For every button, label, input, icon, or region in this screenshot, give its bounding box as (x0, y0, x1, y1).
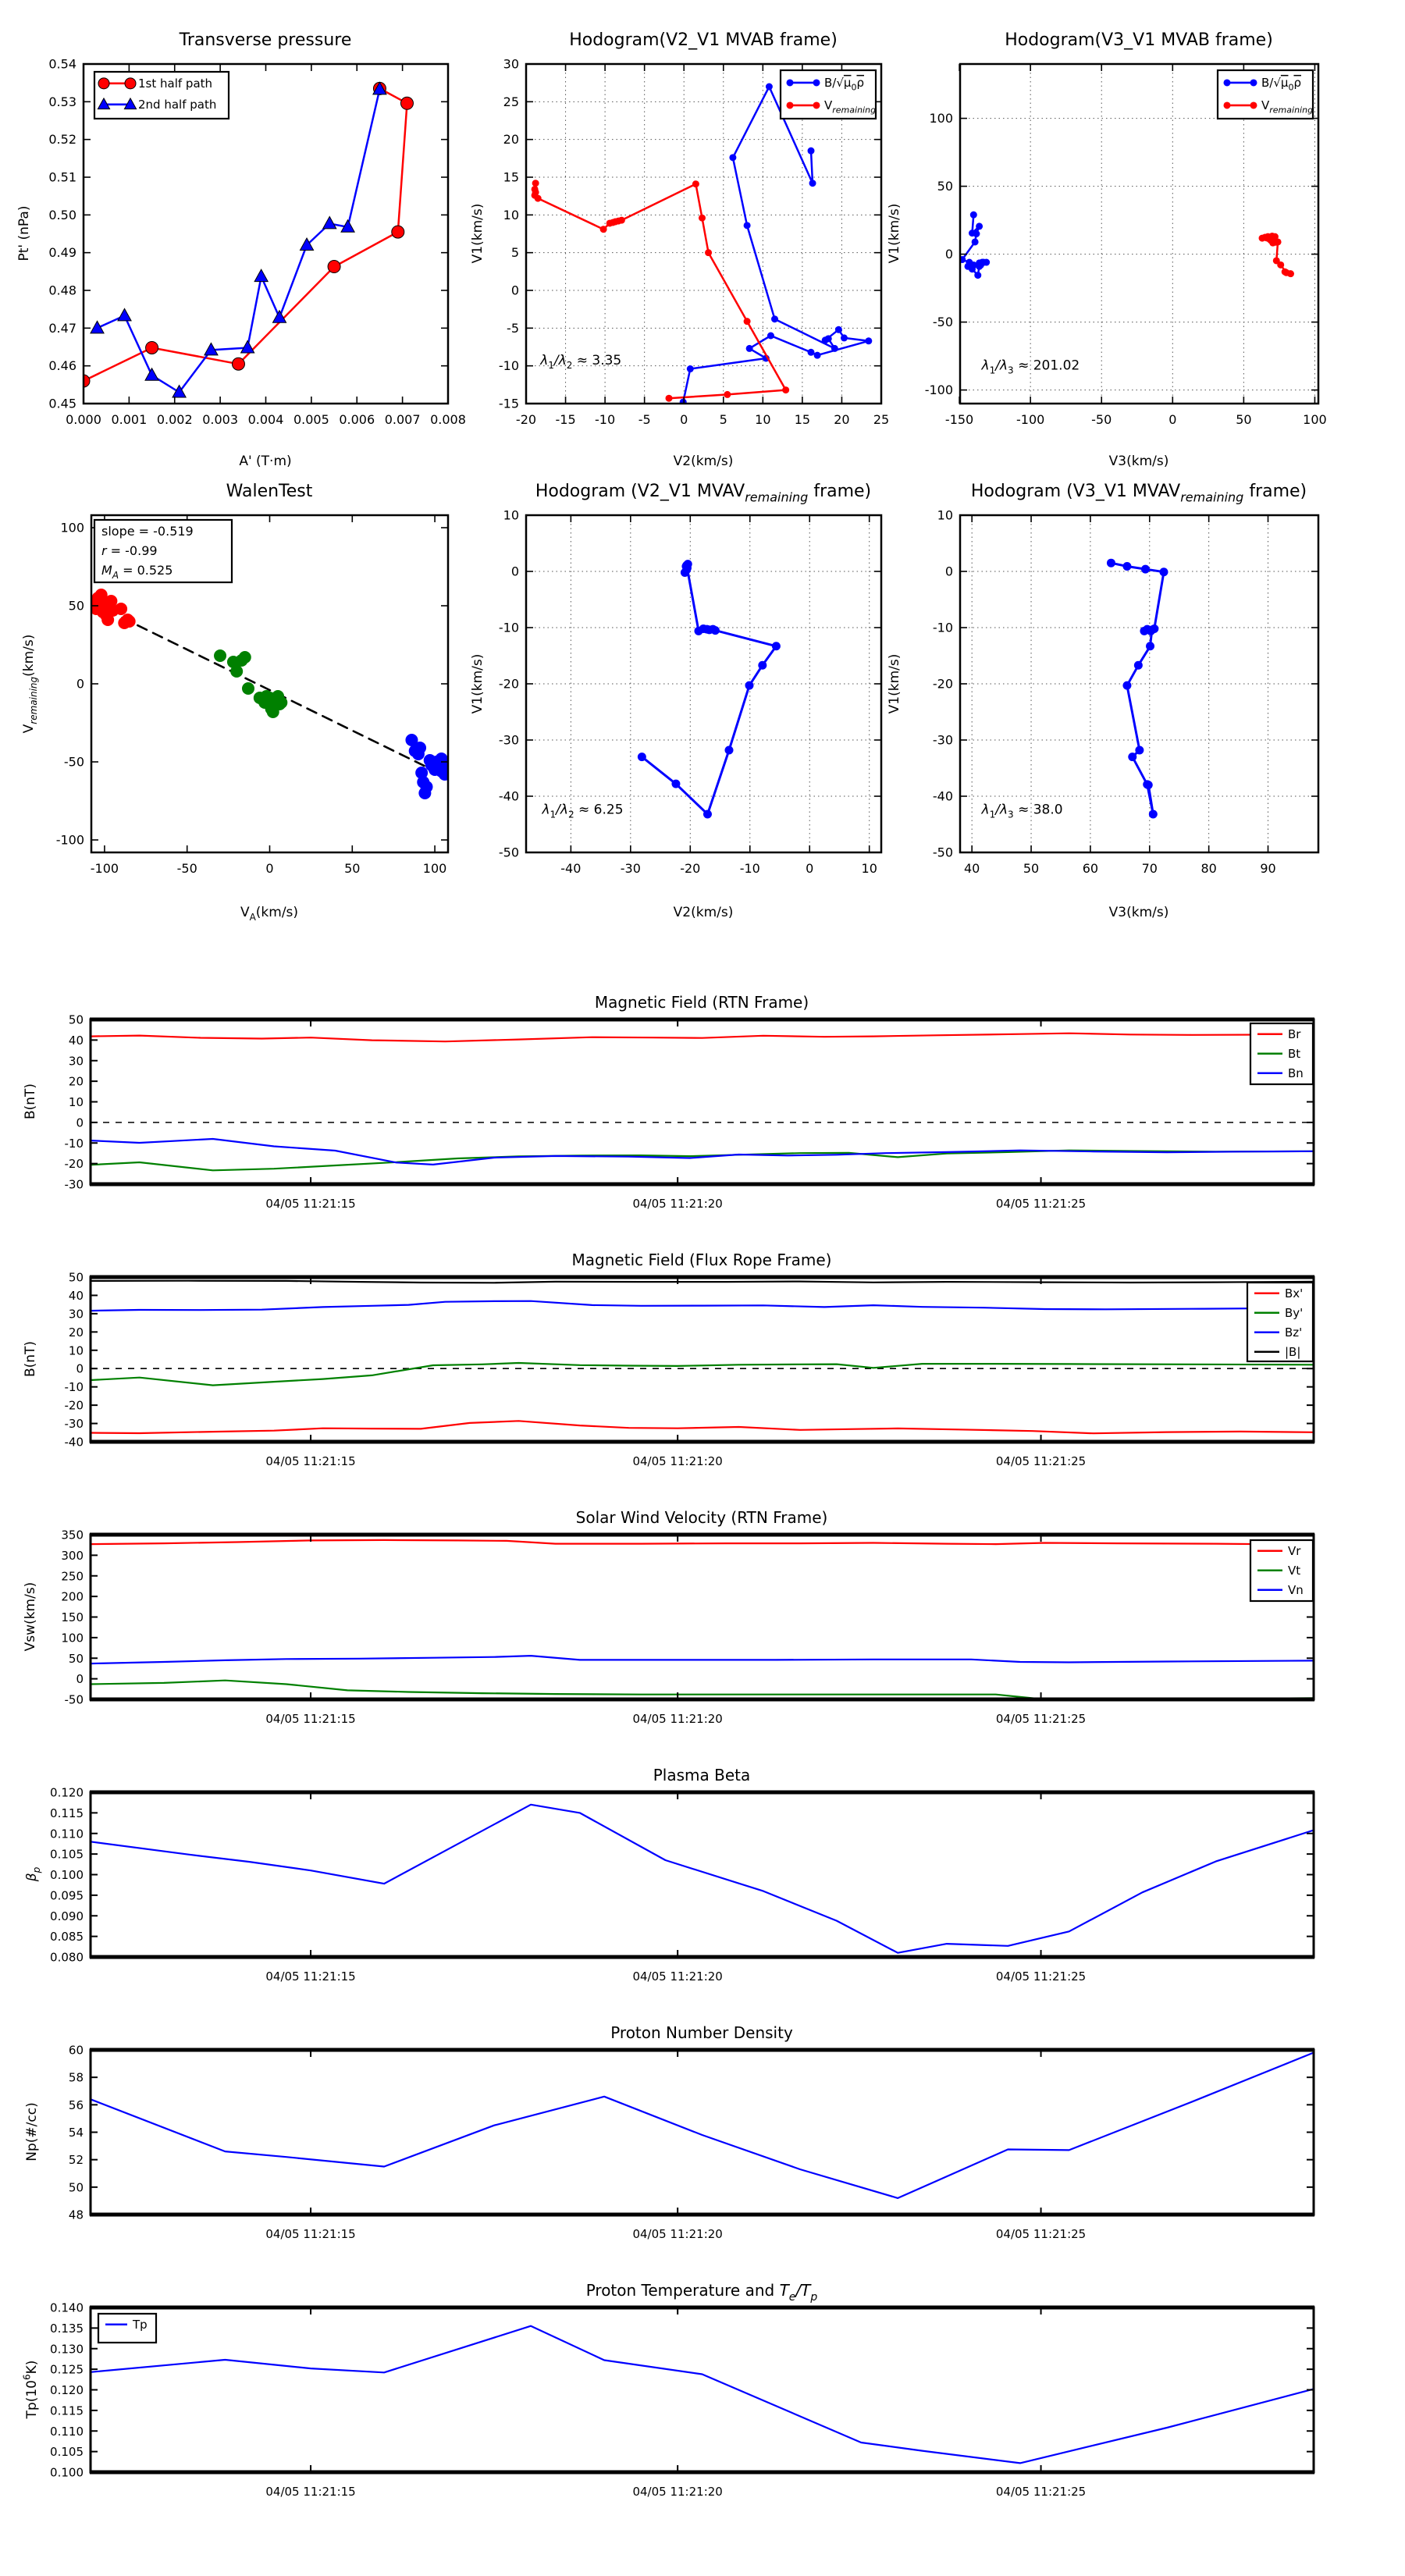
y-axis-label: V1(km/s) (470, 653, 486, 714)
x-tick-label: 04/05 11:21:25 (995, 1454, 1087, 1468)
x-tick-label: 04/05 11:21:25 (995, 2227, 1087, 2241)
series-np (91, 2053, 1314, 2198)
y-tick-label: 0.105 (50, 1847, 84, 1862)
series-cluster-outbound (405, 734, 450, 799)
y-tick-label: 0.49 (48, 245, 76, 261)
y-axis-label: Np(#/cc) (24, 2102, 40, 2161)
y-tick-label: -5 (507, 320, 519, 336)
x-tick-label: 04/05 11:21:25 (995, 1712, 1087, 1726)
y-tick-label: -40 (64, 1435, 84, 1450)
y-tick-label: -100 (924, 382, 953, 398)
x-tick-label: -10 (595, 412, 616, 427)
x-tick-label: 0 (1168, 412, 1177, 427)
y-tick-label: 0.120 (50, 2383, 84, 2397)
x-tick-label: 04/05 11:21:20 (632, 1969, 723, 1984)
y-tick-label: 30 (68, 1307, 84, 1322)
y-tick-label: -10 (498, 358, 519, 374)
chart-hodogram-v2v1-mvab (470, 30, 889, 469)
legend-label: Br (1288, 1026, 1301, 1041)
legend-label: $B/√\mu_0\rho$ (1261, 75, 1301, 93)
legend-label: Tp (133, 2317, 148, 2332)
y-tick-label: 0 (76, 1361, 84, 1376)
chart-hodogram-v3v1-mvab (887, 30, 1327, 469)
legend-label: Vt (1288, 1563, 1301, 1578)
x-tick-label: 0.007 (384, 412, 421, 427)
x-tick-label: 04/05 11:21:25 (995, 1969, 1087, 1984)
series-b-magnitude (91, 1281, 1314, 1283)
x-tick-label: -20 (680, 861, 701, 876)
x-tick-label: 50 (1023, 861, 1040, 876)
y-tick-label: 0.115 (50, 2403, 84, 2418)
chart-proton-temperature (21, 2281, 1314, 2499)
series-b-sqrt-mu0rho (680, 84, 873, 406)
x-tick-label: -10 (739, 861, 760, 876)
legend-label: $B/√\mu_0\rho$ (824, 75, 864, 93)
x-tick-label: 70 (1141, 861, 1158, 876)
y-tick-label: 0.110 (50, 1827, 84, 1841)
x-axis-label: V3(km/s) (1108, 454, 1169, 469)
axes-frame (91, 1535, 1314, 1699)
x-tick-label: 04/05 11:21:25 (995, 2485, 1087, 2499)
y-tick-label: 200 (61, 1589, 84, 1604)
x-tick-label: 04/05 11:21:25 (995, 1197, 1087, 1211)
x-tick-label: 20 (834, 412, 850, 427)
chart-proton-number-density (24, 2023, 1314, 2241)
series-by-prime (91, 1363, 1314, 1386)
x-tick-label: -15 (555, 412, 576, 427)
y-tick-label: 0.090 (50, 1909, 84, 1923)
x-tick-label: 0.000 (66, 412, 101, 427)
chart-title: Plasma Beta (653, 1766, 751, 1784)
x-tick-label: 0.005 (293, 412, 329, 427)
x-axis-label: A' (T·m) (239, 454, 292, 469)
series-cluster-center (214, 649, 287, 718)
legend (1250, 1023, 1313, 1084)
series-bn (91, 1139, 1314, 1165)
chart-title: Proton Temperature and $T_e/T_p$ (585, 2281, 818, 2304)
y-tick-label: 0.48 (48, 283, 76, 298)
x-axis-label: V2(km/s) (673, 905, 734, 920)
chart-magnetic-field-rtn (23, 993, 1314, 1211)
x-axis-label: $V_A(km/s)$ (240, 905, 299, 923)
series-cluster-inbound (87, 589, 136, 629)
x-tick-label: 40 (963, 861, 980, 876)
y-tick-label: 50 (68, 598, 84, 614)
series-tp (91, 2326, 1314, 2464)
x-tick-label: 04/05 11:21:15 (265, 1969, 356, 1984)
x-tick-label: 0.008 (430, 412, 466, 427)
y-tick-label: 60 (68, 2043, 84, 2058)
y-tick-label: 0.47 (48, 320, 76, 336)
info-box-line: r = -0.99 (101, 543, 158, 558)
y-tick-label: -30 (64, 1417, 84, 1432)
y-tick-label: -30 (64, 1177, 84, 1192)
y-tick-label: 100 (929, 111, 953, 126)
y-tick-label: 0 (944, 564, 953, 579)
y-tick-label: -50 (64, 1692, 84, 1707)
y-tick-label: 30 (503, 56, 519, 72)
legend (1250, 1540, 1313, 1601)
y-axis-label: $\beta_p$ (24, 1866, 43, 1882)
annotation: $\lambda_1/\lambda_3 \approx 201.02$ (981, 358, 1080, 376)
y-axis-label: Vsw(km/s) (23, 1582, 38, 1652)
y-tick-label: 10 (503, 207, 519, 222)
chart-title: Magnetic Field (RTN Frame) (594, 993, 809, 1012)
chart-title: Solar Wind Velocity (RTN Frame) (575, 1508, 828, 1527)
y-tick-label: 52 (68, 2153, 84, 2168)
y-tick-label: 50 (937, 179, 953, 194)
x-tick-label: 04/05 11:21:15 (265, 2485, 356, 2499)
x-tick-label: 04/05 11:21:15 (265, 1454, 356, 1468)
x-tick-label: 0 (265, 861, 274, 876)
x-tick-label: 100 (422, 861, 447, 876)
chart-solar-wind-velocity-rtn (23, 1508, 1314, 1726)
x-tick-label: -100 (90, 861, 119, 876)
x-tick-label: 25 (873, 412, 890, 427)
axes-frame (91, 2307, 1314, 2472)
x-tick-label: 15 (794, 412, 811, 427)
y-tick-label: 58 (68, 2070, 84, 2085)
y-tick-label: 15 (503, 169, 519, 185)
y-tick-label: 0.135 (50, 2321, 84, 2336)
x-tick-label: 50 (344, 861, 361, 876)
x-tick-label: 04/05 11:21:20 (632, 2485, 723, 2499)
series-vn (91, 1656, 1314, 1663)
y-tick-label: 0.52 (48, 132, 76, 148)
x-tick-label: -50 (176, 861, 197, 876)
y-tick-label: 0.100 (50, 2465, 84, 2480)
y-tick-label: -100 (55, 832, 84, 848)
y-axis-label: $V_{remaining}(km/s)$ (21, 634, 40, 734)
legend-label: $V_{remaining}$ (1261, 98, 1314, 116)
y-tick-label: 56 (68, 2097, 84, 2112)
x-tick-label: 60 (1082, 861, 1099, 876)
y-tick-label: 250 (61, 1569, 84, 1584)
series-bz-prime (91, 1301, 1314, 1311)
y-tick-label: 30 (68, 1054, 84, 1069)
x-tick-label: 04/05 11:21:15 (265, 1197, 356, 1211)
axes-frame (91, 1792, 1314, 1957)
x-tick-label: 0 (806, 861, 814, 876)
legend-label: Bx' (1285, 1286, 1304, 1300)
y-tick-label: 300 (61, 1548, 84, 1563)
y-tick-label: -50 (932, 315, 953, 330)
y-tick-label: 100 (60, 520, 84, 535)
x-tick-label: 04/05 11:21:20 (632, 1712, 723, 1726)
y-tick-label: 0.130 (50, 2342, 84, 2357)
chart-hodogram-v2v1-mvav (470, 482, 881, 920)
chart-walen-test (21, 482, 451, 923)
x-tick-label: 04/05 11:21:15 (265, 1712, 356, 1726)
legend (98, 2314, 156, 2343)
info-box-line: $M_A = 0.525$ (101, 563, 173, 581)
y-tick-label: -20 (64, 1398, 84, 1413)
y-tick-label: 0.080 (50, 1950, 84, 1965)
x-tick-label: 100 (1303, 412, 1327, 427)
y-tick-label: 0.115 (50, 1806, 84, 1820)
x-tick-label: 10 (755, 412, 771, 427)
legend-label: Vn (1288, 1582, 1304, 1597)
chart-title: Magnetic Field (Flux Rope Frame) (571, 1251, 832, 1269)
y-tick-label: 50 (68, 1270, 84, 1285)
series-bx-prime (91, 1421, 1314, 1433)
y-tick-label: 40 (68, 1033, 84, 1048)
series-vr (91, 1540, 1314, 1545)
x-tick-label: 0.002 (156, 412, 193, 427)
y-tick-label: 0.085 (50, 1930, 84, 1944)
x-tick-label: 0.006 (339, 412, 375, 427)
y-tick-label: 0.50 (48, 207, 76, 222)
x-tick-label: -30 (620, 861, 641, 876)
y-tick-label: 20 (68, 1074, 84, 1089)
series-fit-line (91, 603, 448, 777)
y-tick-label: 10 (68, 1095, 84, 1109)
legend-label: Vr (1288, 1543, 1301, 1558)
x-axis-label: V2(km/s) (673, 454, 734, 469)
y-tick-label: 25 (503, 94, 519, 109)
x-tick-label: 04/05 11:21:15 (265, 2227, 356, 2241)
y-tick-label: 0.105 (50, 2445, 84, 2460)
x-tick-label: -50 (1091, 412, 1112, 427)
chart-hodogram-v3v1-mvav (887, 482, 1318, 920)
y-tick-label: 0.100 (50, 1868, 84, 1882)
legend-label: Bn (1288, 1066, 1304, 1080)
chart-title: Hodogram (V3_V1 $MVAV_{remaining}$ frame) (970, 482, 1307, 505)
x-tick-label: 0.004 (247, 412, 284, 427)
axes-frame (91, 1019, 1314, 1184)
chart-title: Transverse pressure (179, 30, 352, 50)
x-tick-label: 0.001 (111, 412, 148, 427)
series-vt (91, 1681, 1314, 1699)
series-bt (91, 1151, 1314, 1171)
chart-title: WalenTest (226, 482, 313, 501)
y-tick-label: 10 (68, 1343, 84, 1358)
annotation: $\lambda_1/\lambda_3 \approx 38.0$ (981, 802, 1063, 820)
y-axis-label: V1(km/s) (887, 203, 902, 264)
y-tick-label: 0.46 (48, 358, 76, 374)
y-tick-label: 0.54 (48, 56, 76, 72)
axes-frame (91, 1277, 1314, 1442)
annotation: $\lambda_1/\lambda_2 \approx 6.25$ (542, 802, 624, 820)
y-tick-label: 20 (503, 132, 519, 148)
y-tick-label: 0.53 (48, 94, 76, 109)
y-tick-label: -50 (63, 754, 84, 770)
legend (781, 70, 876, 119)
y-tick-label: -30 (498, 732, 519, 748)
y-tick-label: 0 (76, 676, 84, 692)
legend (1218, 70, 1313, 119)
x-tick-label: 80 (1200, 861, 1217, 876)
series-v-remaining-path (638, 560, 781, 818)
legend (94, 72, 229, 119)
y-tick-label: 48 (68, 2208, 84, 2222)
x-tick-label: 10 (861, 861, 877, 876)
chart-plasma-beta (24, 1766, 1314, 1984)
y-tick-label: -10 (64, 1380, 84, 1395)
annotation: $\lambda_1/\lambda_2 \approx 3.35$ (540, 352, 622, 372)
legend-label: $V_{remaining}$ (824, 98, 877, 116)
x-tick-label: 04/05 11:21:20 (632, 1197, 723, 1211)
y-axis-label: B(nT) (23, 1083, 38, 1120)
y-tick-label: -40 (932, 788, 953, 804)
y-axis-label: B(nT) (23, 1340, 38, 1378)
legend-label: 1st half path (138, 76, 213, 91)
x-tick-label: 04/05 11:21:20 (632, 2227, 723, 2241)
y-tick-label: -10 (498, 620, 519, 635)
y-tick-label: 0.140 (50, 2300, 84, 2315)
y-tick-label: 0 (510, 564, 519, 579)
y-axis-label: V1(km/s) (470, 203, 486, 264)
y-tick-label: 50 (68, 1012, 84, 1027)
x-tick-label: 04/05 11:21:20 (632, 1454, 723, 1468)
chart-title: Proton Number Density (610, 2023, 793, 2042)
info-box-line: slope = -0.519 (101, 524, 194, 539)
y-tick-label: 0 (510, 283, 519, 298)
series-br (91, 1034, 1314, 1042)
y-axis-label: Pt' (nPa) (16, 205, 32, 262)
y-tick-label: -40 (498, 788, 519, 804)
x-tick-label: -5 (638, 412, 651, 427)
y-tick-label: 0 (76, 1115, 84, 1130)
y-tick-label: 10 (937, 507, 953, 523)
x-tick-label: 5 (719, 412, 727, 427)
y-tick-label: -30 (932, 732, 953, 748)
y-axis-label: V1(km/s) (887, 653, 902, 714)
y-tick-label: 50 (68, 1651, 84, 1666)
x-tick-label: -150 (944, 412, 974, 427)
y-tick-label: 50 (68, 2180, 84, 2195)
y-tick-label: 5 (510, 245, 519, 261)
chart-title: Hodogram (V2_V1 $MVAV_{remaining}$ frame) (535, 482, 872, 505)
legend-label: 2nd half path (138, 97, 217, 112)
axes-frame (91, 2050, 1314, 2215)
legend-label: |B| (1285, 1344, 1301, 1359)
series-v-remaining-path (1107, 559, 1168, 819)
chart-title: Hodogram(V3_V1 MVAB frame) (1005, 30, 1273, 50)
y-tick-label: 0.125 (50, 2362, 84, 2377)
x-tick-label: 0 (680, 412, 688, 427)
y-tick-label: 150 (61, 1610, 84, 1624)
y-tick-label: 54 (68, 2126, 84, 2140)
x-tick-label: -20 (515, 412, 537, 427)
y-tick-label: 0.45 (48, 396, 76, 411)
legend-label: Bz' (1285, 1325, 1303, 1340)
chart-magnetic-field-flux-rope (23, 1251, 1314, 1468)
y-tick-label: -10 (932, 620, 953, 635)
legend (1247, 1283, 1313, 1361)
y-tick-label: -50 (932, 845, 953, 860)
y-tick-label: -20 (498, 676, 519, 692)
y-tick-label: -10 (64, 1136, 84, 1151)
x-tick-label: -40 (560, 861, 582, 876)
series-b-sqrt-mu0rho (959, 212, 990, 279)
y-tick-label: -15 (498, 396, 519, 411)
y-tick-label: 0.095 (50, 1888, 84, 1903)
y-tick-label: 0.110 (50, 2424, 84, 2439)
x-tick-label: 0.003 (202, 412, 239, 427)
y-tick-label: 10 (503, 507, 519, 523)
y-tick-label: -20 (932, 676, 953, 692)
legend-label: By' (1285, 1305, 1304, 1320)
y-tick-label: 100 (61, 1631, 84, 1646)
y-tick-label: 20 (68, 1325, 84, 1340)
series-1st-half-path (77, 82, 413, 387)
y-tick-label: 0.120 (50, 1785, 84, 1800)
y-tick-label: 40 (68, 1288, 84, 1303)
x-tick-label: 90 (1260, 861, 1276, 876)
y-tick-label: 350 (61, 1528, 84, 1542)
y-tick-label: 0 (76, 1672, 84, 1687)
chart-transverse-pressure (16, 30, 466, 469)
series-2nd-half-path (91, 82, 386, 397)
series-beta-p (91, 1805, 1314, 1953)
y-tick-label: -20 (64, 1157, 84, 1172)
x-axis-label: V3(km/s) (1108, 905, 1169, 920)
y-axis-label: $Tp(10^6K)$ (21, 2360, 40, 2419)
x-tick-label: 50 (1236, 412, 1252, 427)
y-tick-label: -50 (498, 845, 519, 860)
y-tick-label: 0.51 (48, 169, 76, 185)
y-tick-label: 0 (944, 247, 953, 262)
legend-label: Bt (1288, 1046, 1301, 1061)
series-v-remaining (1259, 233, 1294, 277)
chart-title: Hodogram(V2_V1 MVAB frame) (569, 30, 838, 50)
x-tick-label: -100 (1016, 412, 1045, 427)
